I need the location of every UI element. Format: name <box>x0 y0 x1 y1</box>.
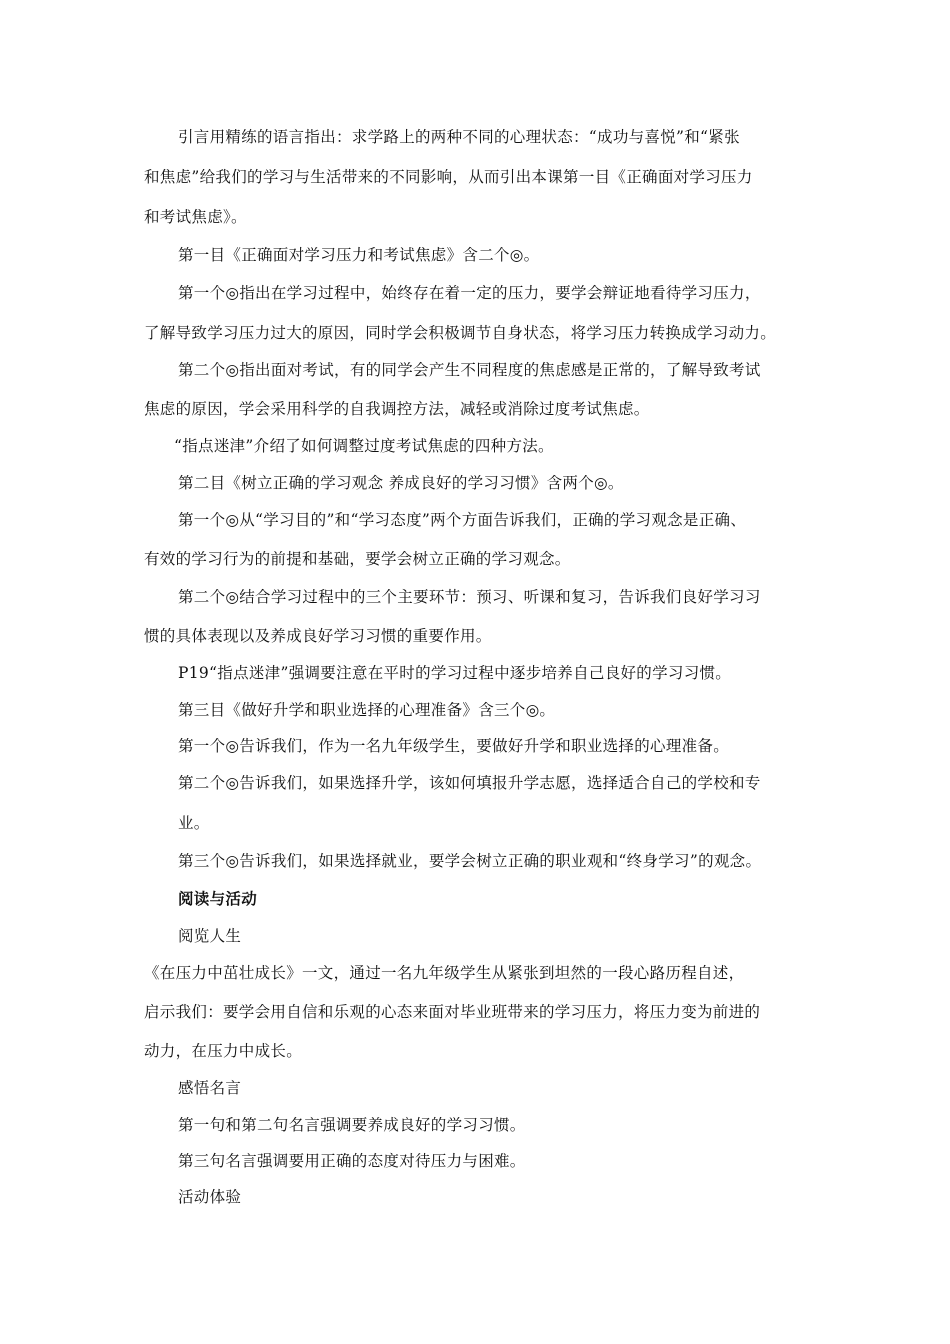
paragraph-line: P19“指点迷津”强调要注意在平时的学习过程中逐步培养自己良好的学习习惯。 <box>178 664 732 682</box>
paragraph-line: 第二个◎结合学习过程中的三个主要环节：预习、听课和复习，告诉我们良好学习习 <box>178 588 761 606</box>
paragraph-line: 引言用精练的语言指出：求学路上的两种不同的心理状态：“成功与喜悦”和“紧张 <box>178 128 740 146</box>
paragraph-line: 动力，在压力中成长。 <box>144 1042 303 1060</box>
section-heading: 阅读与活动 <box>178 890 258 908</box>
paragraph-line: 第一目《正确面对学习压力和考试焦虑》含二个◎。 <box>178 246 540 264</box>
subsection-heading: 感悟名言 <box>178 1079 242 1097</box>
paragraph-line: 第二目《树立正确的学习观念 养成良好的学习习惯》含两个◎。 <box>178 474 624 492</box>
paragraph-line: “指点迷津”介绍了如何调整过度考试焦虑的四种方法。 <box>174 437 554 455</box>
paragraph-line: 第一个◎从“学习目的”和“学习态度”两个方面告诉我们，正确的学习观念是正确、 <box>178 511 747 529</box>
paragraph-line: 第三句名言强调要用正确的态度对待压力与困难。 <box>178 1152 526 1170</box>
paragraph-line: 第三个◎告诉我们，如果选择就业，要学会树立正确的职业观和“终身学习”的观念。 <box>178 852 762 870</box>
paragraph-line: 有效的学习行为的前提和基础，要学会树立正确的学习观念。 <box>144 550 571 568</box>
paragraph-line: 第二个◎指出面对考试，有的同学会产生不同程度的焦虑感是正常的，了解导致考试 <box>178 361 761 379</box>
paragraph-line: 业。 <box>178 814 210 832</box>
paragraph-line: 第二个◎告诉我们，如果选择升学，该如何填报升学志愿，选择适合自己的学校和专 <box>178 774 761 792</box>
subsection-heading: 阅览人生 <box>178 927 242 945</box>
paragraph-line: 了解导致学习压力过大的原因，同时学会积极调节自身状态，将学习压力转换成学习动力。 <box>144 324 777 342</box>
paragraph-line: 启示我们：要学会用自信和乐观的心态来面对毕业班带来的学习压力，将压力变为前进的 <box>144 1003 761 1021</box>
paragraph-line: 第一个◎告诉我们，作为一名九年级学生，要做好升学和职业选择的心理准备。 <box>178 737 730 755</box>
paragraph-line: 第一个◎指出在学习过程中，始终存在着一定的压力，要学会辩证地看待学习压力， <box>178 284 761 302</box>
paragraph-line: 焦虑的原因，学会采用科学的自我调控方法，减轻或消除过度考试焦虑。 <box>144 400 650 418</box>
paragraph-line: 第三目《做好升学和职业选择的心理准备》含三个◎。 <box>178 701 556 719</box>
paragraph-line: 惯的具体表现以及养成良好学习习惯的重要作用。 <box>144 627 492 645</box>
paragraph-line: 和焦虑”给我们的学习与生活带来的不同影响，从而引出本课第一目《正确面对学习压力 <box>144 168 753 186</box>
subsection-heading: 活动体验 <box>178 1188 242 1206</box>
paragraph-line: 《在压力中茁壮成长》一文，通过一名九年级学生从紧张到坦然的一段心路历程自述， <box>144 964 745 982</box>
paragraph-line: 第一句和第二句名言强调要养成良好的学习习惯。 <box>178 1116 526 1134</box>
paragraph-line: 和考试焦虑》。 <box>144 208 247 226</box>
